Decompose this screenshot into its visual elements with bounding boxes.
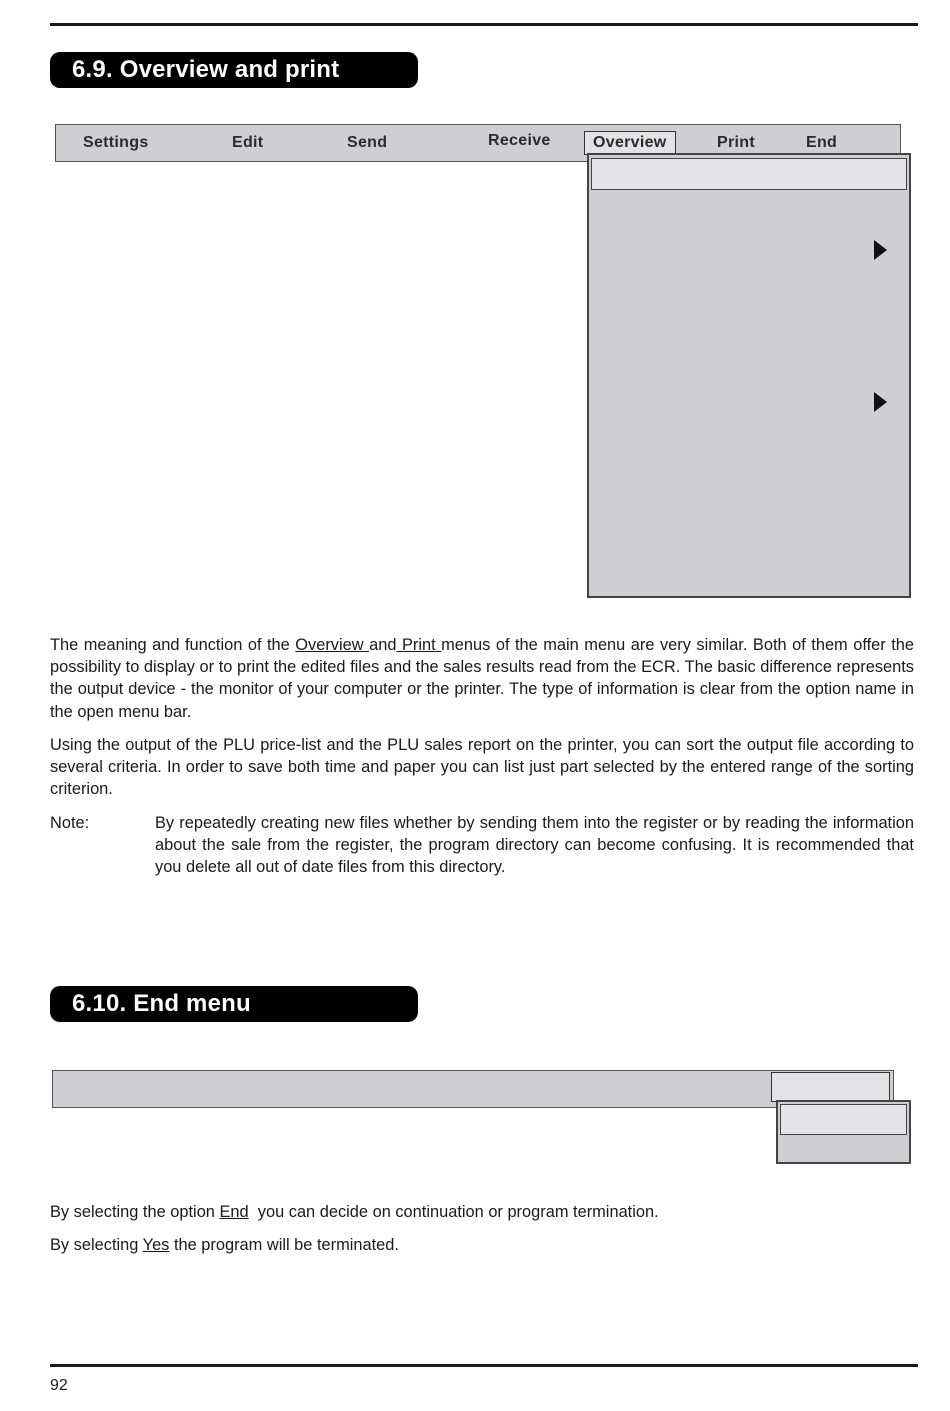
text-run: By selecting the option bbox=[50, 1203, 220, 1221]
text-run: By selecting bbox=[50, 1236, 143, 1254]
overview-link: Overview bbox=[295, 636, 370, 654]
menu-end[interactable]: End bbox=[806, 134, 838, 151]
text-run: The meaning and function of the bbox=[50, 636, 296, 654]
overview-paragraph-2: Using the output of the PLU price-list and the PLU sales report on the printer, you can sort the output file according to several criteria. In order to save both time and paper you can list just part selected by the entered range of the sorting criterion. bbox=[50, 736, 914, 799]
top-rule bbox=[50, 23, 918, 26]
dropdown-highlighted-item[interactable] bbox=[591, 158, 907, 190]
note-text: By repeatedly creating new files whether by sending them into the register or by reading the information about the sale from the register, the program directory can become confusing. It is recommended that you delete all out of date files from this directory. bbox=[155, 814, 914, 877]
text-run: menus of the main menu are very similar. Both of them offer the possibility to display or to print the edited files and the sales results read from the ECR. The basic difference represents the output device - the monitor of your computer or the printer. The type of information is clear from the option name in the open menu bar. bbox=[50, 636, 914, 721]
yes-link: Yes bbox=[142, 1236, 170, 1254]
text-run: and bbox=[369, 636, 397, 654]
text-run: you can decide on continuation or program termination. bbox=[248, 1203, 659, 1221]
end-menu-bar bbox=[52, 1070, 894, 1108]
submenu-arrow-icon[interactable] bbox=[874, 240, 887, 260]
end-menu-active-item[interactable] bbox=[771, 1072, 890, 1102]
end-link: End bbox=[219, 1203, 249, 1221]
menu-edit[interactable]: Edit bbox=[232, 134, 264, 151]
submenu-arrow-icon[interactable] bbox=[874, 392, 887, 412]
end-paragraph-2 bbox=[50, 1234, 914, 1256]
end-dropdown-highlighted-item[interactable] bbox=[780, 1104, 907, 1135]
end-paragraph-1 bbox=[50, 1201, 914, 1223]
menu-print[interactable]: Print bbox=[717, 134, 755, 151]
page-number: 92 bbox=[50, 1377, 68, 1394]
print-link: Print bbox=[396, 636, 442, 654]
section-heading-end: 6.10. End menu bbox=[50, 986, 418, 1022]
text-run: the program will be terminated. bbox=[169, 1236, 399, 1254]
overview-dropdown-menu bbox=[587, 153, 911, 598]
section-heading-overview: 6.9. Overview and print bbox=[50, 52, 418, 88]
end-dropdown-menu bbox=[776, 1100, 911, 1164]
note-label: Note: bbox=[50, 814, 90, 832]
menu-settings[interactable]: Settings bbox=[83, 134, 149, 151]
menu-send[interactable]: Send bbox=[347, 134, 388, 151]
bottom-rule bbox=[50, 1364, 918, 1367]
menu-receive[interactable]: Receive bbox=[488, 132, 551, 149]
overview-paragraph-1 bbox=[50, 634, 914, 723]
menu-overview[interactable]: Overview bbox=[584, 131, 676, 155]
